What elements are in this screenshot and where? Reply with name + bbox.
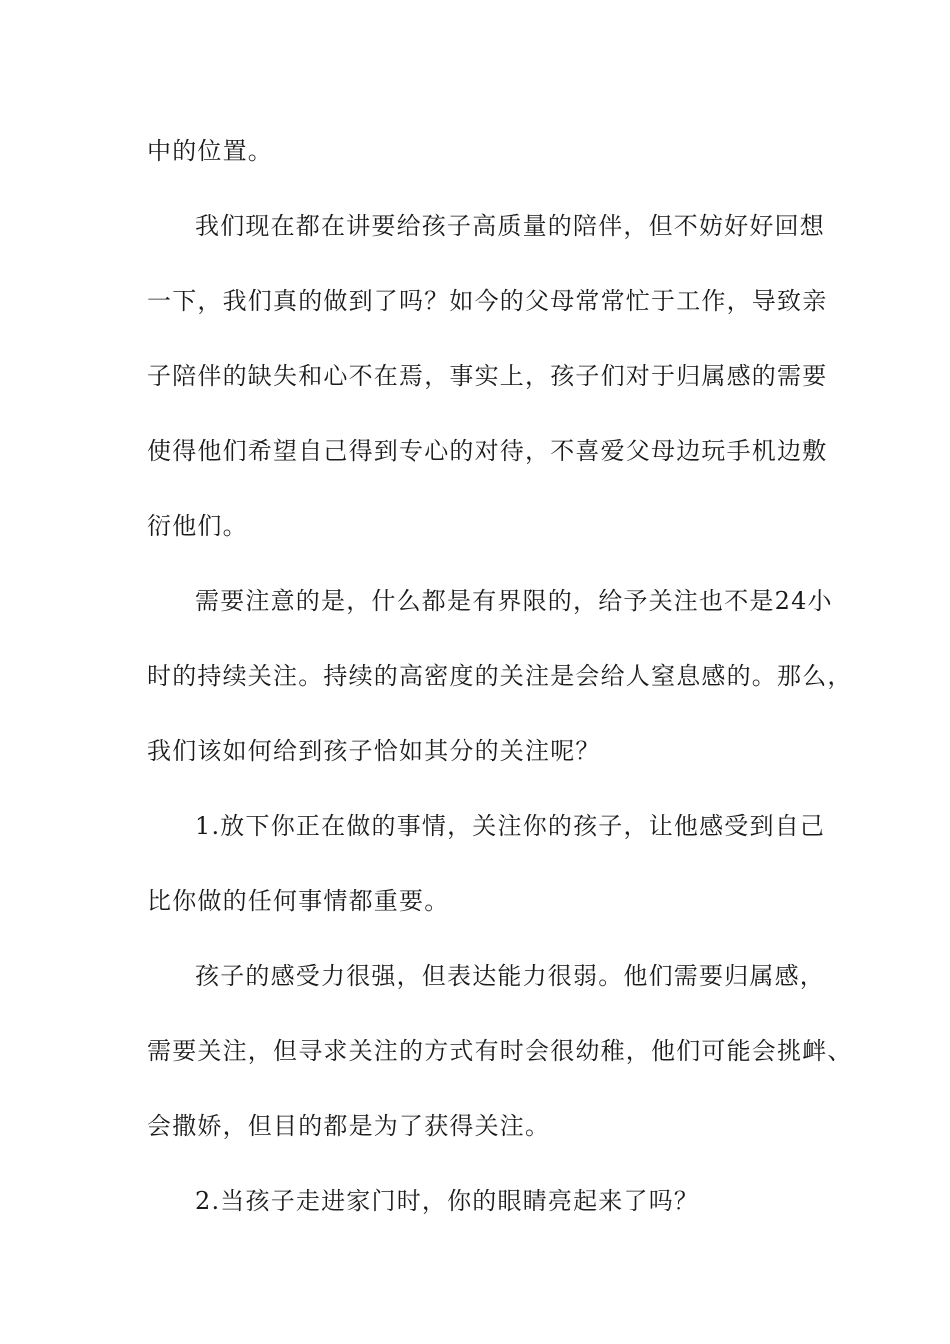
text-line: 中的位置。 <box>147 137 273 165</box>
text-line: 会撒娇，但目的都是为了获得关注。 <box>147 1112 551 1140</box>
text-line: 时的持续关注。持续的高密度的关注是会给人窒息感的。那么， <box>147 662 853 690</box>
paragraph-start-line: 孩子的感受力很强，但表达能力很弱。他们需要归属感， <box>195 962 825 990</box>
paragraph-start-line: 需要注意的是，什么都是有界限的，给予关注也不是24小 <box>195 587 833 615</box>
text-line: 一下，我们真的做到了吗？如今的父母常常忙于工作，导致亲 <box>147 287 828 315</box>
text-line: 需要关注，但寻求关注的方式有时会很幼稚，他们可能会挑衅、 <box>147 1037 853 1065</box>
text-line: 使得他们希望自己得到专心的对待，不喜爱父母边玩手机边敷 <box>147 437 828 465</box>
list-item-line: 2.当孩子走进家门时，你的眼睛亮起来了吗？ <box>195 1187 700 1215</box>
text-line: 比你做的任何事情都重要。 <box>147 887 450 915</box>
text-line: 子陪伴的缺失和心不在焉，事实上，孩子们对于归属感的需要 <box>147 362 828 390</box>
paragraph-start-line: 我们现在都在讲要给孩子高质量的陪伴，但不妨好好回想 <box>195 212 825 240</box>
list-item-line: 1.放下你正在做的事情，关注你的孩子，让他感受到自己 <box>195 812 826 840</box>
text-line: 我们该如何给到孩子恰如其分的关注呢？ <box>147 737 601 765</box>
text-line: 衍他们。 <box>147 512 248 540</box>
